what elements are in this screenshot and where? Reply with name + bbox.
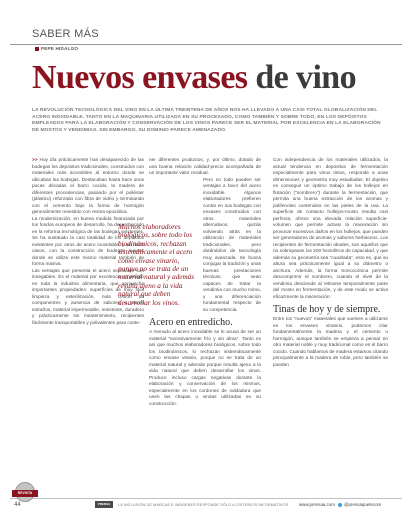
section-divider	[10, 44, 402, 45]
col3-paragraph-2	[273, 304, 388, 369]
author-marker	[35, 47, 39, 51]
pull-quote: Muchos elaboradores biológicos, sobre todo los biodinámicos, rechazan sistemáticamente el acero como envase vinario, porque no se trata de un material natural y además resulta ajeno a la vida natural que deben desarrollar los vinos.	[118, 223, 195, 307]
subhead-tinas: Tinas de hoy y de siempre.	[273, 304, 381, 315]
headline	[32, 60, 392, 96]
paragraph-marker: >>	[32, 158, 38, 163]
col3-p2-text: Entre los "nuevos" materiales que vuelven a utilizarse en los envases vinarios, podemos citar fundamentalmente la madera y el cemento u hormigón, aunque también se empieza a pensar en otro material noble y muy tradicional como es el barro cocido. Cuando hablamos de madera estamos citando principalmente a la madera de roble, pero también se pueden	[273, 317, 388, 368]
headline-main: Nuevos envases	[32, 59, 248, 96]
lead-paragraph: LA REVOLUCIÓN TECNOLÓGICA DEL VINO EN LA ÚLTIMA TREINTENA DE AÑOS NOS HA LLEVADO A UNA CASI TOTAL GLOBALIZACIÓN DEL ACERO INOXIDABLE. TANTO EN LA MAQUINARIA UTILIZADA EN SU PROCESADO, COMO TAMBIÉN Y SOBRE TODO, EN LOS DEPÓSITOS EMPLEADOS PARA LA ELABORACIÓN Y CONSERVACIÓN DE LOS VINOS PARECE SER EL MATERIAL POR EXCELENCIA EN LA ELABORACIÓN DE MOSTOS Y VENDIMIAS. SIN EMBARGO, SU DOMINIO PARECE AMENAZADO.	[32, 108, 381, 133]
col2-paragraph-2: Pero no todo pueden ser ventajas a favor del acero inoxidable. Algunos elaboradores prefieren contar en sus bodegas con envases construidos con otros materiales alternativos, quizás volviendo atrás en la utilización de materiales tradicionales, pero dotándolos de tecnología muy avanzada. Se busca conjugar la tradición y unas buenas prestaciones técnicas, que sean capaces de tratar la vendimia con mucho mimo, y una diferenciación fundamental respecto de su competencia.	[203, 177, 261, 313]
page-number: 44	[14, 502, 21, 508]
subhead-acero: Acero en entredicho.	[149, 317, 233, 328]
twitter-icon	[338, 503, 342, 507]
footer-website-link[interactable]: www.prensaa.com	[299, 502, 335, 507]
section-label: SABER MÁS	[32, 28, 99, 40]
col3-paragraph-1: Con independencia de los materiales utilizados, la actual tendencia en depósitos de fermentación especialmente para vinos tintos, responde a unas dimensiones y geometría muy estudiadas. El objetivo es conseguir un óptimo trabajo de los hollejos en flotación ("sombrero") durante la fermentación, que permita una buena extracción de los aromas y polifenoles contenidos en las pieles de la uva. La superficie de contacto hollejos-mosto resulta casi perfecta, ofrece una elevada relación superficie-volumen que permite activar la maceración sin provocar excesivos daños en los hollejos, que pueden ser generadores de aromas y sabores herbáceos. Los recipientes de fermentación ideales, son aquellos que no sobrepasan los 200 hectolitros de capacidad, y que además su geometría sea "cuadrada", esto es, que su altura sea prácticamente igual a su diámetro o anchura. Además, la forma troncocónica permite descomprimir el sombrero, cuando el nivel de la vendimia desciende al retirarse temporalmente parte del mosto en fermentación, y de este modo se activa eficazmente la maceración.	[273, 158, 388, 300]
col1-paragraph-3: Las ventajas que presenta el acero inoxidable son innegables. Es el material por excelencia empleado en toda la industria alimentaria, que aprovecha importantes propiedades: superficies de muy fácil limpieza y esterilización, nula cesión de componentes y ausencia de sabores u olores extraños, material impermeable, resistente, duradero y prácticamente sin mantenimiento, recipientes fácilmente transportables y polivalentes para conte-	[32, 268, 144, 326]
badge-ribbon: REVISTA	[12, 490, 38, 497]
col2-p3-text: A menudo al acero inoxidable se le acusa de ser un material "excesivamente frío y sin alma". Tanto es así que muchos elaboradores biológicos, sobre todo los biodinámicos, lo rechazan sistemáticamente como envase vinario, porque no se trata de un material natural y además porque resulta ajeno a la vida natural que deben desarrollar los vinos. Produce incluso cargas negativas durante la elaboración y conservación de los mismos, especialmente en los cordones de soldadura que unen las chapas o virolas utilizadas en su construcción.	[149, 330, 261, 407]
col1-paragraph-1	[32, 158, 144, 217]
footer-twitter-link[interactable]	[338, 502, 381, 507]
author-byline: PEPE HIDALGO	[41, 46, 79, 51]
twitter-handle: @prensaquetecom	[344, 502, 382, 507]
column-3	[273, 158, 388, 369]
headline-accent: de vino	[247, 59, 357, 96]
col2-paragraph-3	[149, 317, 261, 408]
footer-disclaimer: LA INCLUSIÓN DE MARCAS E IMÁGENES RESPONDE SÓLO A CRITERIOS INFORMATIVOS	[118, 503, 289, 507]
col2-paragraph-1: ner diferentes productos, y, por último, dotado de una buena relación calidad-precio acompañada de un importante valor residual.	[149, 158, 261, 176]
col1-paragraph-2: La modernización, en buena medida financiada por los fondos europeos de desarrollo, ha desembocado en la reforma tecnológica de las bodegas existentes. Se ha sustituido la casi totalidad de los depósitos existentes por otros de acero inoxidable, y en otros casos, con la construcción de bodegas nuevas donde se utiliza este mismo material también de forma masiva.	[32, 216, 144, 267]
footer-divider	[10, 498, 402, 499]
publisher-logo: PRENSA	[95, 501, 113, 508]
col1-p1-text: Hoy día prácticamente han desaparecido de las bodegas los depósitos tradicionales, construidos con materiales más accesibles al entorno donde se ubicaban las bodegas. Destacaban hasta hace unos pocas décadas el barro cocido, la madera de diferentes procedencias, pasando por el poliéster (plástico) reforzado con fibra de vidrio y terminando con el cemento bajo la forma de hormigón generalmente revestido con resina epoxídica.	[32, 158, 144, 215]
